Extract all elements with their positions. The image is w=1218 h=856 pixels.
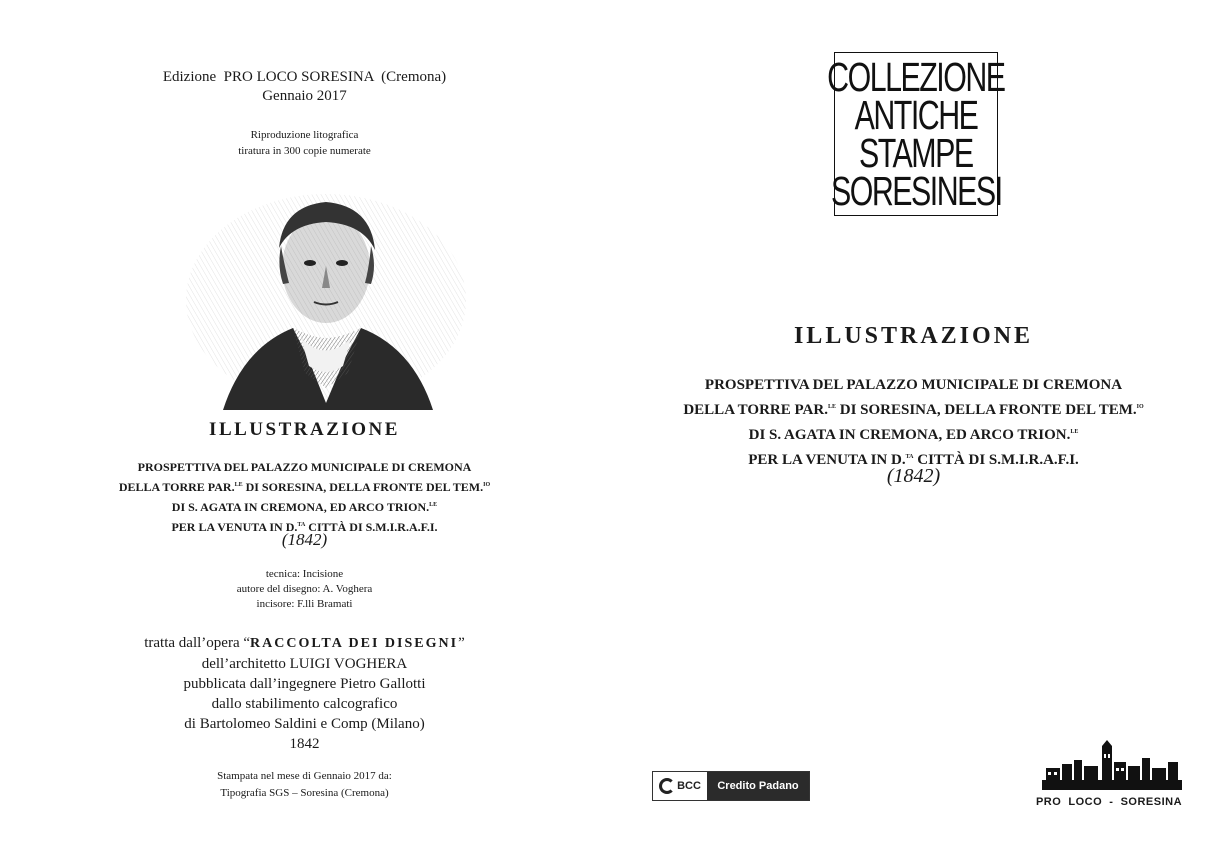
left-subtitle-line4-sup: TA [297,522,306,528]
right-subtitle-line4-part1: PER LA VENUTA IN D. [748,452,906,468]
printing-house: Tipografia SGS – Soresina (Cremona) [220,787,389,799]
left-subtitle-line3-sup: LE [429,502,438,508]
collection-line-1: COLLEZIONE [827,54,1005,100]
right-subtitle-line2-part2: DI SORESINA, DELLA FRONTE DEL TEM. [835,402,1137,418]
drawing-author-line: autore del disegno: A. Voghera [236,583,373,595]
left-year: (1842) [281,530,328,549]
right-subtitle [609,374,1218,471]
skyline-icon [1042,740,1182,790]
collection-logo-box [827,52,1005,216]
edition-info [0,68,609,106]
bcc-mark [653,772,707,800]
left-subtitle-line2-part1: DELLA TORRE PAR. [118,480,235,494]
source-suffix: ” [458,635,465,651]
right-title: ILLUSTRAZIONE [793,323,1034,349]
collection-line-3: STAMPE [859,130,973,176]
right-subtitle-line1: PROSPETTIVA DEL PALAZZO MUNICIPALE DI CREMONA [704,377,1123,393]
repro-print-run: tiratura in 300 copie numerate [238,145,371,157]
proloco-label: PRO LOCO - SORESINA [1035,796,1183,808]
reproduction-info [0,127,609,159]
source-establishment: dallo stabilimento calcografico [211,696,398,712]
right-subtitle-line3-sup: LE [1070,429,1079,435]
bcc-bank-name: Credito Padano [707,772,809,800]
source-year: 1842 [289,736,320,752]
right-subtitle-line3-text: DI S. AGATA IN CREMONA, ED ARCO TRION. [748,427,1071,443]
engraver-line: incisore: F.lli Bramati [256,598,353,610]
left-title: ILLUSTRAZIONE [209,419,400,440]
left-subtitle-line2 [0,476,609,496]
right-subtitle-line4-sup: TA [905,454,914,460]
portrait-engraving [183,188,469,410]
printing-date: Stampata nel mese di Gennaio 2017 da: [217,770,392,782]
right-subtitle-line2-sup2: IO [1136,404,1144,410]
edition-date: Gennaio 2017 [262,88,347,104]
bcc-circle-icon [659,778,675,794]
left-subtitle-line3 [0,496,609,516]
credito-padano-logo [652,771,810,801]
collection-line-4: SORESINESI [830,168,1002,214]
source-prefix: tratta dall’opera “ [144,635,251,651]
source-work-title-line [0,633,609,654]
left-subtitle-line4-part2: CITTÀ DI S.M.I.R.A.F.I. [305,520,438,534]
right-subtitle-line4-part2: CITTÀ DI S.M.I.R.A.F.I. [913,452,1079,468]
source-publisher: pubblicata dall’ingegnere Pietro Gallotti [183,676,426,692]
right-subtitle-line2 [609,396,1218,421]
technique-info [0,567,609,612]
left-subtitle [0,458,609,536]
source-work [0,633,609,754]
left-subtitle-line3-text: DI S. AGATA IN CREMONA, ED ARCO TRION. [171,500,430,514]
right-year: (1842) [886,465,941,487]
left-subtitle-line2-sup1: LE [234,482,243,488]
right-page [609,0,1218,856]
right-subtitle-line3 [609,421,1218,446]
repro-type: Riproduzione litografica [250,129,359,141]
left-subtitle-line1: PROSPETTIVA DEL PALAZZO MUNICIPALE DI CREMONA [137,460,472,474]
source-printer: di Bartolomeo Saldini e Comp (Milano) [184,716,425,732]
right-subtitle-line2-sup1: LE [827,404,836,410]
technique-line: tecnica: Incisione [265,568,344,580]
left-subtitle-line2-part2: DI SORESINA, DELLA FRONTE DEL TEM. [242,480,484,494]
left-subtitle-line4-part1: PER LA VENUTA IN D. [171,520,298,534]
bcc-mark-text: BCC [677,780,701,792]
right-subtitle-line2-part1: DELLA TORRE PAR. [683,402,828,418]
left-subtitle-line2-sup2: IO [483,482,491,488]
source-title: RACCOLTA DEI DISEGNI [250,636,459,651]
edition-publisher: Edizione PRO LOCO SORESINA (Cremona) [162,69,447,85]
printing-info [0,768,609,802]
source-architect: dell’architetto LUIGI VOGHERA [201,656,408,672]
collection-line-2: ANTICHE [854,92,978,138]
